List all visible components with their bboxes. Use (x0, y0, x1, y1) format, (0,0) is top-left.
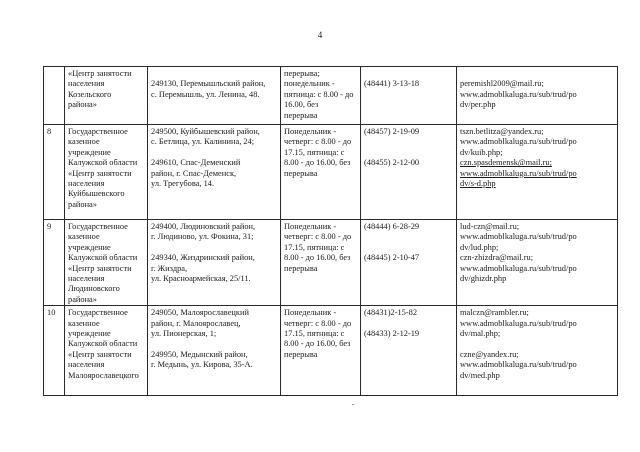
working-hours-cell (281, 220, 361, 306)
spacer (151, 243, 278, 253)
cell-line: Государственное (68, 222, 128, 231)
working-hours-cell (281, 125, 361, 220)
cell-line: 17.15, пятница: с (284, 147, 345, 157)
cell-line: района» (68, 294, 97, 304)
cell-line: учреждение (68, 242, 111, 252)
cell-line: Понедельник - (284, 127, 337, 136)
spacer (364, 148, 454, 158)
cell-line: (48433) 2-12-19 (364, 329, 420, 339)
cell-line: Государственное (68, 127, 128, 136)
cell-line: г. Жиздра, (151, 263, 188, 273)
cell-line: dv/med.php (460, 370, 500, 380)
cell-line: 17.15, пятница: с (284, 242, 345, 252)
working-hours-cell (281, 67, 361, 125)
cell-line: с. Бетлица, ул. Калинина, 24; (151, 137, 255, 147)
cell-line: (48431)2-15-82 (364, 308, 418, 318)
cell-line: 249950, Медынский район, (151, 349, 248, 359)
organization-name-cell (65, 67, 148, 125)
cell-line: dv/ghizdr.php (460, 274, 507, 284)
cell-line: учреждение (68, 147, 111, 157)
cell-line: www.admoblkaluga.ru/sub/trud/po (460, 318, 577, 328)
cell-line: dv/kuib.php; (460, 147, 503, 157)
cell-line: 8.00 - до 16.00, без (284, 253, 351, 263)
phone-cell (361, 220, 457, 306)
cell-line: населения (68, 79, 105, 89)
cell-line: ул. Красноармейская, 25/11. (151, 274, 251, 284)
cell-line: 17.15, пятница: с (284, 329, 345, 339)
cell-line: населения (68, 360, 105, 370)
spacer (364, 319, 454, 329)
cell-line: (48445) 2-10-47 (364, 253, 420, 263)
cell-line: «Центр занятости (68, 168, 132, 178)
cell-line: район, г. Малоярославец, (151, 318, 241, 328)
cell-line: www.admoblkaluga.ru/sub/trud/po (460, 168, 577, 178)
organization-name-cell (65, 220, 148, 306)
organization-name-cell (65, 125, 148, 220)
cell-line: www.admoblkaluga.ru/sub/trud/po (460, 137, 577, 147)
cell-line: казенное (68, 318, 100, 328)
cell-line: czne@yandex.ru; (460, 349, 519, 359)
cell-line (460, 69, 615, 79)
cell-line: www.admoblkaluga.ru/sub/trud/po (460, 89, 577, 99)
cell-line: Людиновского (68, 284, 120, 294)
cell-line (364, 69, 454, 79)
table-row (44, 306, 618, 396)
cell-line: czn.spasdemensk@mail.ru; (460, 158, 552, 168)
cell-line: Калужской области (68, 339, 138, 349)
address-cell (148, 125, 281, 220)
cell-line: перерыва (284, 168, 318, 178)
cell-line: 249050, Малоярославецкий (151, 308, 249, 318)
cell-line: 249610, Спас-Деменский (151, 158, 241, 168)
cell-line: Куйбышевского (68, 189, 125, 199)
organization-name-cell (65, 306, 148, 396)
cell-line: Малоярославецкого (68, 370, 139, 380)
cell-line: Козельского (68, 89, 112, 99)
spacer (364, 243, 454, 253)
scan-mark (352, 404, 354, 405)
cell-line: Калужской области (68, 158, 138, 168)
spacer (151, 339, 278, 349)
cell-line: (48457) 2-19-09 (364, 127, 420, 136)
cell-line: Государственное (68, 308, 128, 318)
row-number-cell (44, 67, 65, 125)
cell-line: ул. Пионерская, 1; (151, 329, 217, 339)
cell-line: населения (68, 274, 105, 284)
phone-cell (361, 67, 457, 125)
row-number-cell: 10 (44, 306, 65, 396)
address-cell (148, 220, 281, 306)
cell-line: с. Перемышль, ул. Ленина, 48. (151, 89, 260, 99)
cell-line: dv/mal.php; (460, 329, 501, 339)
address-cell (148, 67, 281, 125)
cell-line: ул. Трегубова, 14. (151, 179, 215, 189)
cell-line: (48441) 3-13-18 (364, 79, 420, 89)
cell-line: района» (68, 100, 97, 110)
cell-line: 16.00, без (284, 100, 319, 110)
table-row (44, 125, 618, 220)
cell-line: перерыва; (284, 69, 320, 78)
employment-centers-table (43, 66, 618, 396)
cell-line: 8.00 - до 16.00, без (284, 158, 351, 168)
contacts-cell (457, 67, 618, 125)
cell-line: казенное (68, 137, 100, 147)
cell-line: czn-zhizdra@mail.ru; (460, 253, 534, 263)
cell-line: www.admoblkaluga.ru/sub/trud/po (460, 232, 577, 242)
cell-line: 249400, Людиновский район, (151, 222, 256, 231)
cell-line: района» (68, 199, 97, 209)
address-cell (148, 306, 281, 396)
cell-line: lud-czn@mail.ru; (460, 222, 520, 231)
cell-line: 249130, Перемышльский район, (151, 79, 266, 89)
page-number: 4 (317, 30, 323, 40)
table-body (44, 67, 618, 396)
spacer (364, 137, 454, 147)
cell-line: четверг: с 8.00 - до (284, 232, 352, 242)
cell-line: peremishl2009@mail.ru; (460, 79, 544, 89)
cell-line: казенное (68, 232, 100, 242)
row-number-cell: 8 (44, 125, 65, 220)
cell-line: понедельник - (284, 79, 335, 89)
cell-line: г. Людиново, ул. Фокина, 31; (151, 232, 254, 242)
table-row (44, 220, 618, 306)
cell-line: www.admoblkaluga.ru/sub/trud/po (460, 360, 577, 370)
cell-line: Калужской области (68, 253, 138, 263)
spacer (151, 148, 278, 158)
cell-line: tszn.betlitza@yandex.ru; (460, 127, 544, 136)
cell-line: населения (68, 179, 105, 189)
cell-line: «Центр занятости (68, 349, 132, 359)
cell-line: учреждение (68, 329, 111, 339)
cell-line: 249340, Жиздринский район, (151, 253, 255, 263)
spacer (364, 232, 454, 242)
cell-line: г. Медынь, ул. Кирова, 35-А. (151, 360, 253, 370)
contacts-cell (457, 220, 618, 306)
cell-line: 8.00 - до 16.00, без (284, 339, 351, 349)
table-row (44, 67, 618, 125)
cell-line: «Центр занятости (68, 263, 132, 273)
cell-line: четверг: с 8.00 - до (284, 318, 352, 328)
phone-cell (361, 125, 457, 220)
cell-line (151, 69, 278, 79)
cell-line: четверг: с 8.00 - до (284, 137, 352, 147)
cell-line: перерыва (284, 110, 318, 120)
cell-line: dv/per.php (460, 100, 496, 110)
cell-line: dv/lud.php; (460, 242, 499, 252)
cell-line: район, г. Спас-Деменск, (151, 168, 237, 178)
cell-line: (48455) 2-12-00 (364, 158, 420, 168)
contacts-cell (457, 306, 618, 396)
cell-line: перерыва (284, 349, 318, 359)
cell-line: www.admoblkaluga.ru/sub/trud/po (460, 263, 577, 273)
working-hours-cell (281, 306, 361, 396)
cell-line: «Центр занятости (68, 69, 132, 78)
cell-line: Понедельник - (284, 222, 337, 231)
cell-line: malczn@rambler.ru; (460, 308, 529, 318)
phone-cell (361, 306, 457, 396)
cell-line: dv/s-d.php (460, 179, 496, 189)
cell-line: 249500, Куйбышевский район, (151, 127, 260, 136)
row-number-cell: 9 (44, 220, 65, 306)
cell-line: перерыва (284, 263, 318, 273)
contacts-cell (457, 125, 618, 220)
cell-line: пятница: с 8.00 - до (284, 89, 354, 99)
cell-line: (48444) 6-28-29 (364, 222, 420, 231)
cell-line: Понедельник - (284, 308, 337, 318)
cell-line (460, 339, 615, 349)
